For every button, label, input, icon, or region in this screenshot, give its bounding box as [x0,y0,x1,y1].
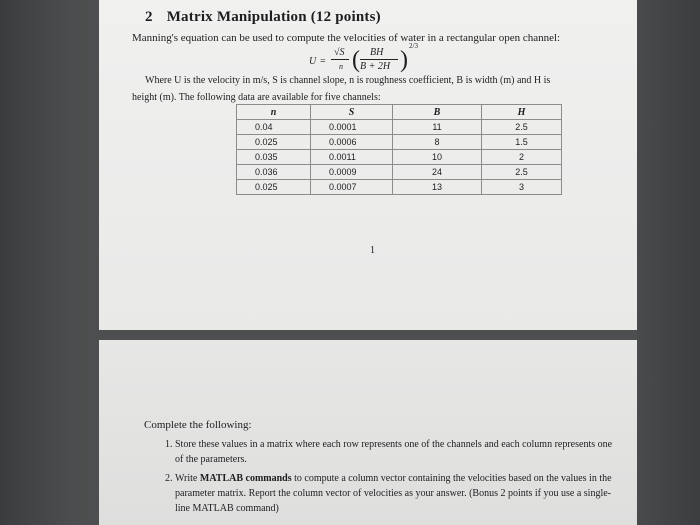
table-cell: 0.0007 [311,180,393,195]
table-row [237,120,562,135]
table-cell: 0.0001 [311,120,393,135]
document-page-2 [99,340,637,525]
table-cell: 0.0009 [311,165,393,180]
equation-right-paren: ) [400,47,408,73]
page-number: 1 [370,245,375,256]
table-cell: 0.04 [237,120,311,135]
intro-paragraph: Manning's equation can be used to compute the velocities of water in a rectangular open channel: [132,32,561,44]
equation-denominator: B + 2H [360,61,391,72]
table-cell: 10 [393,150,482,165]
table-cell: 0.035 [237,150,311,165]
equation-left-paren: ( [352,47,360,73]
equation-n: n [339,62,343,71]
section-title: Matrix Manipulation (12 points) [166,9,381,25]
equation-equals: = [320,56,326,67]
equation-fraction-bar [360,59,398,60]
table-cell: 3 [482,180,562,195]
equation-fraction-bar [331,59,349,60]
table-row [237,150,562,165]
table-cell: 2.5 [482,165,562,180]
table-cell: 1.5 [482,135,562,150]
equation-sqrt-s: √S [334,47,345,58]
table-cell: 13 [393,180,482,195]
instructions-label: Complete the following: [144,419,252,431]
table-cell: 0.036 [237,165,311,180]
task-bold: MATLAB commands [199,473,292,484]
equation-exponent: 2/3 [409,42,418,50]
table-header: H [482,105,562,120]
task-item [175,437,620,467]
table-row [237,180,562,195]
table-row [237,165,562,180]
task-prefix: Write [175,473,200,484]
task-text: to compute a column vector containing the velocities based on the values in the parameter matrix. Report the column vector of velocities as your answer. (Bonus 2 points if you use a single-line MATLAB command) [175,473,612,514]
table-header: B [393,105,482,120]
table-cell: 0.025 [237,135,311,150]
table-header-row [237,105,562,120]
table-cell: 0.025 [237,180,311,195]
table-cell: 0.0006 [311,135,393,150]
page-gap [99,330,637,340]
table-header: n [237,105,311,120]
task-text: Store these values in a matrix where each row represents one of the channels and each column represents one of the parameters. [175,439,613,465]
table-row [237,135,562,150]
table-cell: 2.5 [482,120,562,135]
variable-definitions: Where U is the velocity in m/s, S is channel slope, n is roughness coefficient, B is width (m) and H is [145,75,551,86]
task-item [175,471,620,516]
table-cell: 8 [393,135,482,150]
section-heading [145,9,381,26]
document-page-1 [99,0,637,330]
table-header: S [311,105,393,120]
channel-data-table [236,104,562,195]
table-cell: 2 [482,150,562,165]
table-cell: 24 [393,165,482,180]
table-cell: 11 [393,120,482,135]
section-number: 2 [145,9,153,25]
equation-numerator: BH [370,47,384,58]
task-list [153,437,620,520]
equation-lhs: U [309,56,317,67]
data-intro: height (m). The following data are available for five channels: [132,92,381,103]
table-cell: 0.0011 [311,150,393,165]
